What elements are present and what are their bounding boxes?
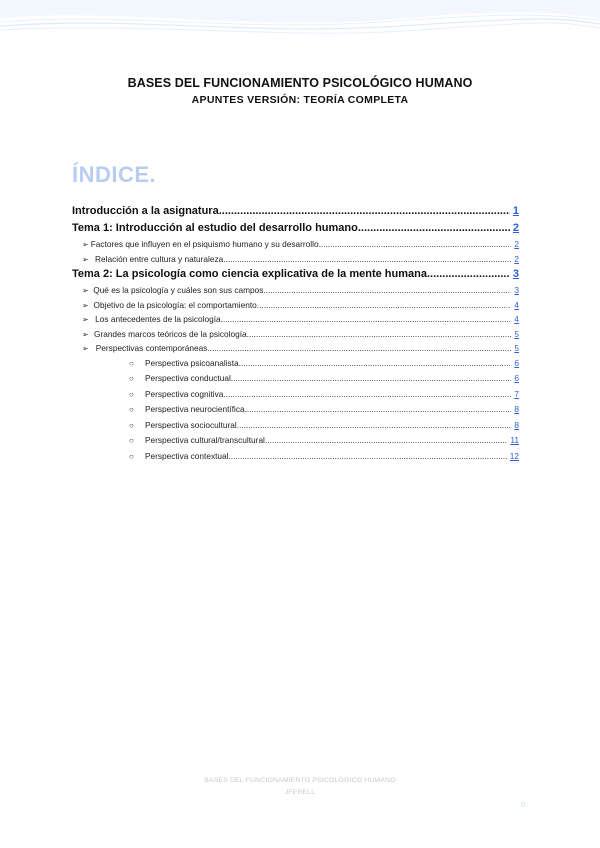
toc-entry[interactable]: [72, 402, 519, 418]
toc-entry[interactable]: [72, 327, 519, 342]
table-of-contents: [72, 203, 519, 464]
toc-page-link[interactable]: 5: [514, 328, 519, 339]
toc-dot-leader: [228, 449, 506, 465]
toc-dot-leader: [219, 203, 510, 220]
circle-bullet-icon: ○: [129, 358, 134, 368]
toc-entry-label: Tema 2: La psicología como ciencia explicativa de la mente humana: [72, 268, 427, 280]
toc-entry-label: Introducción a la asignatura: [72, 205, 219, 217]
arrow-bullet-icon: ➢: [82, 315, 89, 324]
toc-page-link[interactable]: 8: [514, 419, 519, 430]
circle-bullet-icon: ○: [129, 451, 134, 461]
toc-dot-leader: [358, 220, 510, 237]
toc-entry[interactable]: [72, 298, 519, 313]
arrow-bullet-icon: ➢: [82, 344, 89, 353]
toc-entry[interactable]: [72, 433, 519, 449]
toc-entry-label: Relación entre cultura y naturaleza: [95, 253, 224, 264]
toc-page-link[interactable]: 6: [514, 357, 519, 368]
toc-page-link[interactable]: 6: [514, 373, 519, 383]
toc-dot-leader: [223, 252, 511, 267]
toc-entry[interactable]: [72, 266, 519, 283]
toc-entry-label: Perspectiva contextual: [145, 450, 229, 461]
toc-dot-leader: [207, 341, 511, 356]
circle-bullet-icon: ○: [129, 436, 134, 445]
arrow-bullet-icon: ➢: [82, 329, 89, 339]
toc-page-link[interactable]: 2: [512, 222, 519, 234]
toc-entry-label: Perspectiva sociocultural: [145, 419, 237, 430]
toc-entry[interactable]: [72, 418, 519, 434]
toc-dot-leader: [427, 266, 510, 283]
toc-entry[interactable]: [72, 312, 519, 327]
toc-entry[interactable]: [72, 387, 519, 403]
toc-entry[interactable]: [72, 449, 519, 465]
arrow-bullet-icon: ➢: [82, 254, 89, 264]
circle-bullet-icon: ○: [129, 405, 134, 414]
arrow-bullet-icon: ➢: [82, 300, 89, 310]
toc-entry-label: Tema 1: Introducción al estudio del desarrollo humano: [72, 222, 358, 234]
arrow-bullet-icon: ➢: [82, 286, 89, 295]
toc-entry[interactable]: [72, 283, 519, 298]
toc-entry-label: Perspectiva conductual: [145, 373, 231, 383]
toc-page-link[interactable]: 4: [514, 314, 519, 324]
toc-entry-label: Perspectiva cognitiva: [145, 388, 224, 399]
toc-dot-leader: [263, 283, 511, 298]
circle-bullet-icon: ○: [129, 420, 134, 430]
toc-entry[interactable]: [72, 252, 519, 267]
document-subtitle: APUNTES VERSIÓN: TEORÍA COMPLETA: [191, 94, 409, 106]
toc-entry-label: Objetivo de la psicología: el comportamiento: [93, 299, 257, 310]
footer-author: JFERELL: [284, 789, 316, 796]
document-title: BASES DEL FUNCIONAMIENTO PSICOLÓGICO HUMANO: [127, 76, 473, 90]
toc-dot-leader: [231, 371, 512, 387]
toc-entry-label: Perspectiva psicoanalista: [145, 357, 239, 368]
toc-page-link[interactable]: 1: [512, 205, 519, 217]
toc-page-link[interactable]: 12: [509, 450, 519, 461]
toc-entry-label: Qué es la psicología y cuáles son sus campos: [93, 285, 264, 295]
toc-entry-label: Perspectiva neurocientífica: [145, 404, 245, 414]
page-number: 0: [521, 802, 525, 809]
toc-entry-label: Perspectivas contemporáneas: [95, 343, 208, 353]
toc-page-link[interactable]: 3: [512, 268, 519, 280]
toc-dot-leader: [239, 356, 512, 372]
toc-page-link[interactable]: 11: [510, 435, 519, 445]
toc-entry-label: Los antecedentes de la psicología: [95, 314, 221, 324]
toc-dot-leader: [247, 327, 512, 342]
toc-entry[interactable]: [72, 203, 519, 220]
arrow-bullet-icon: ➢: [82, 240, 89, 249]
toc-page-link[interactable]: 3: [514, 285, 519, 295]
toc-entry[interactable]: [72, 237, 519, 252]
toc-page-link[interactable]: 2: [514, 239, 519, 249]
header-wave-decoration: [0, 0, 600, 48]
footer-title: BASES DEL FUNCIONAMIENTO PSICOLÓGICO HUMANO: [204, 777, 396, 784]
toc-dot-leader: [221, 312, 512, 327]
toc-entry[interactable]: [72, 356, 519, 372]
toc-dot-leader: [237, 418, 512, 434]
toc-entry-label: Factores que influyen en el psiquismo humano y su desarrollo: [90, 239, 319, 249]
circle-bullet-icon: ○: [129, 389, 134, 399]
toc-dot-leader: [319, 237, 512, 252]
toc-dot-leader: [265, 433, 507, 449]
toc-entry-label: Perspectiva cultural/transcultural: [145, 435, 265, 445]
toc-entry[interactable]: [72, 220, 519, 237]
toc-entry-label: Grandes marcos teóricos de la psicología: [93, 328, 247, 339]
toc-page-link[interactable]: 4: [514, 299, 519, 310]
index-heading: ÍNDICE.: [72, 162, 157, 187]
toc-page-link[interactable]: 5: [514, 343, 519, 353]
toc-page-link[interactable]: 8: [514, 404, 519, 414]
circle-bullet-icon: ○: [129, 374, 134, 383]
toc-dot-leader: [245, 402, 512, 418]
toc-page-link[interactable]: 2: [514, 253, 519, 264]
toc-page-link[interactable]: 7: [514, 388, 519, 399]
toc-dot-leader: [257, 298, 512, 313]
toc-entry[interactable]: [72, 371, 519, 387]
toc-entry[interactable]: [72, 341, 519, 356]
toc-dot-leader: [223, 387, 511, 403]
